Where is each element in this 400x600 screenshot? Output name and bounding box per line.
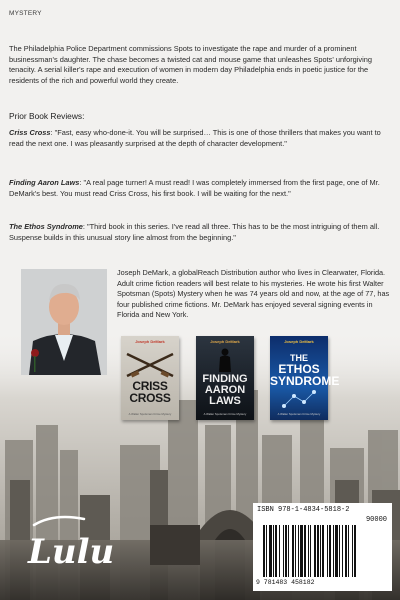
- review-text: : "A real page turner! A must read! I was completely immersed from the first page, one of Mr. DeMark's best. You must read Criss Cross, his first book. I will be waiting for the next.": [9, 178, 380, 198]
- review-title: Criss Cross: [9, 128, 51, 137]
- book-cover-finding-aaron-laws: [196, 336, 254, 420]
- review-criss-cross: [9, 128, 391, 149]
- book-synopsis: The Philadelphia Police Department commissions Spots to investigate the rape and murder of a prominent businessman's daughter. The chase becomes a twisted cat and mouse game that unleashes Spots' unforgiving tenacity. A serial killer's rape and execution of women in modern day Philadelphia ends in poetic justice for the residents of the rich and powerful world they create.: [9, 44, 372, 85]
- book-cover-criss-cross: [121, 336, 179, 420]
- isbn-label: ISBN 978-1-4834-5818-2: [257, 506, 350, 514]
- book-title: [270, 353, 340, 388]
- book-title-line: THE: [290, 353, 308, 363]
- reviews-heading: Prior Book Reviews:: [9, 111, 85, 121]
- book-cover-ethos-syndrome: [270, 336, 340, 420]
- author-photo: [21, 269, 107, 375]
- barcode-digits: 9 781483 458182: [256, 579, 315, 586]
- book-title: [196, 374, 254, 407]
- book-title-line: SYNDROME: [270, 374, 340, 388]
- review-text: : "Third book in this series. I've read all three. This has to be the most intriguing of them all. Suspense builds in this unusual story line almost from the beginning.": [9, 222, 380, 242]
- review-title: The Ethos Syndrome: [9, 222, 83, 231]
- price-code: 90000: [365, 516, 387, 524]
- book-title-line: AARON LAWS: [204, 384, 246, 407]
- book-title-line: FINDING: [202, 373, 248, 385]
- author-bio: Joseph DeMark, a globalReach Distribution author who lives in Clearwater, Florida. Adult crime fiction readers will best relate to his mysteries. He wrote his first Walter Spotsman (Spots) Mystery when he was 74 years old and now, at the age of 77, has four published crime fictions. Mr. DeMark has enjoyed several signing events in Florida and New York.: [117, 268, 390, 320]
- book-author: Joseph DeMark: [284, 339, 314, 344]
- barcode-bars: [263, 525, 387, 577]
- review-finding-aaron-laws: [9, 178, 391, 199]
- svg-text:Lulu: Lulu: [28, 532, 115, 572]
- book-author: Joseph DeMark: [210, 339, 240, 344]
- book-author: Joseph DeMark: [135, 339, 165, 344]
- book-subtitle: A Walter Spotsman Crime Mystery: [203, 412, 247, 416]
- isbn-barcode: [253, 503, 392, 591]
- book-title-line: ETHOS: [278, 362, 320, 376]
- book-subtitle: A Walter Spotsman Crime Mystery: [277, 412, 321, 416]
- book-title-line: CRISS: [132, 379, 168, 393]
- review-ethos-syndrome: [9, 222, 391, 243]
- lulu-logo: [24, 515, 115, 577]
- book-title: [121, 380, 179, 404]
- review-title: Finding Aaron Laws: [9, 178, 80, 187]
- book-subtitle: A Walter Spotsman Crime Mystery: [128, 412, 172, 416]
- category-label: MYSTERY: [9, 10, 42, 17]
- review-text: : "Fast, easy who-done-it. You will be surprised… This is one of those thrillers that makes you want to read the next one. I was pleasantly surprised at the depth of character development.": [9, 128, 381, 148]
- book-title-line: CROSS: [129, 391, 171, 405]
